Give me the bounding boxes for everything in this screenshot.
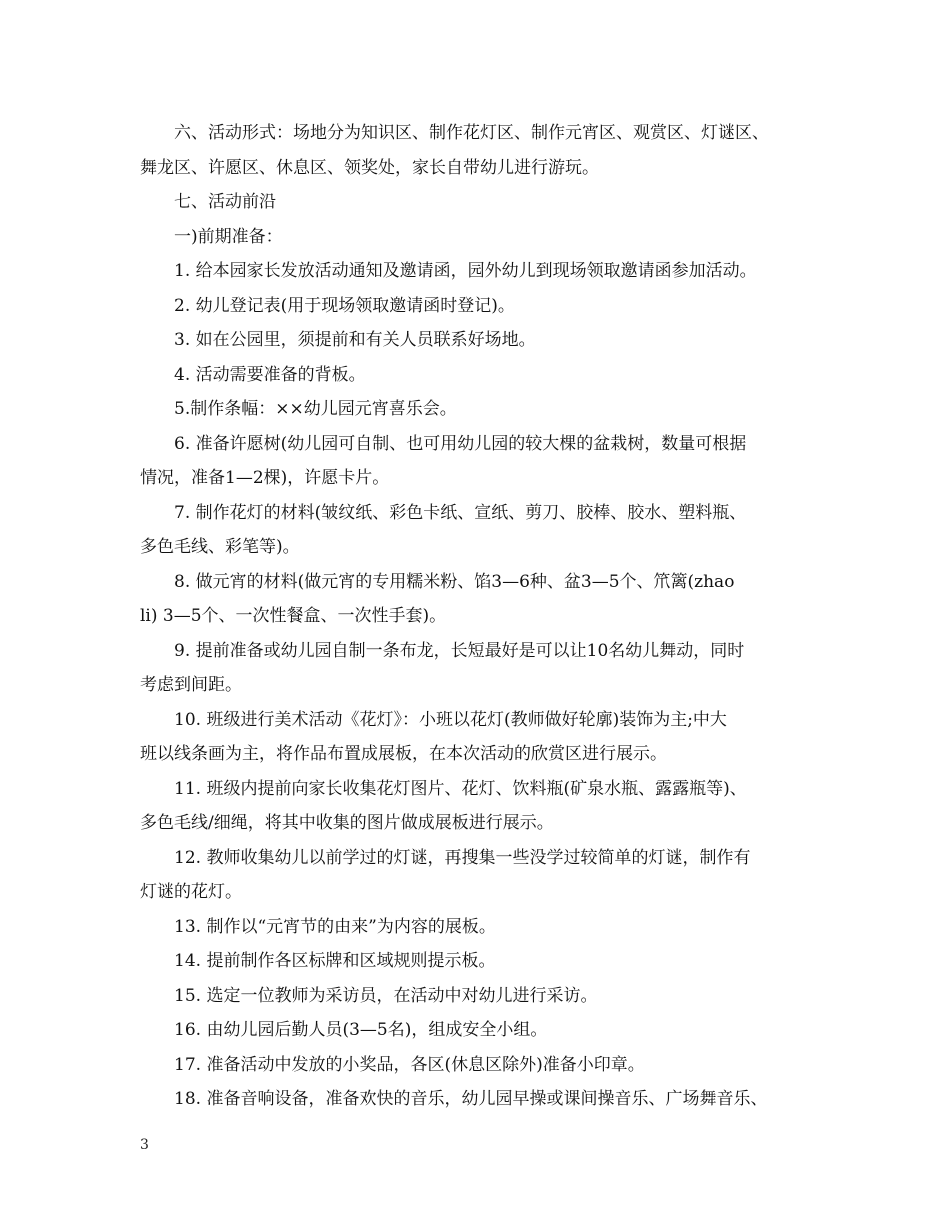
text-line: 13. 制作以“元宵节的由来”为内容的展板。 xyxy=(174,916,496,937)
text-line: 3. 如在公园里，须提前和有关人员联系好场地。 xyxy=(174,330,536,350)
text-line: 情况，准备1—2棵)，许愿卡片。 xyxy=(140,468,390,488)
document-body xyxy=(140,116,830,1117)
text-line: 6. 准备许愿树(幼儿园可自制、也可用幼儿园的较大棵的盆栽树，数量可根据 xyxy=(174,433,747,454)
text-line: 一)前期准备： xyxy=(174,226,283,247)
text-line: 考虑到间距。 xyxy=(140,675,242,695)
text-line: li) 3—5个、一次性餐盒、一次性手套)。 xyxy=(140,606,447,626)
text-line: 8. 做元宵的材料(做元宵的专用糯米粉、馅3—6种、盆3—5个、笊篱(zhao xyxy=(174,571,735,592)
text-line: 12. 教师收集幼儿以前学过的灯谜，再搜集一些没学过较简单的灯谜，制作有 xyxy=(174,847,751,868)
text-line: 4. 活动需要准备的背板。 xyxy=(174,364,366,385)
text-line: 六、活动形式：场地分为知识区、制作花灯区、制作元宵区、观赏区、灯谜区、 xyxy=(174,123,769,143)
page-number: 3 xyxy=(140,1137,149,1153)
text-line: 9. 提前准备或幼儿园自制一条布龙，长短最好是可以让10名幼儿舞动，同时 xyxy=(174,640,745,661)
text-line: 16. 由幼儿园后勤人员(3—5名)，组成安全小组。 xyxy=(174,1020,548,1040)
text-line: 多色毛线/细绳，将其中收集的图片做成展板进行展示。 xyxy=(140,813,554,833)
text-line: 15. 选定一位教师为采访员，在活动中对幼儿进行采访。 xyxy=(174,985,598,1006)
text-line: 17. 准备活动中发放的小奖品，各区(休息区除外)准备小印章。 xyxy=(174,1054,645,1075)
text-line: 灯谜的花灯。 xyxy=(140,882,242,902)
text-line: 5.制作条幅：××幼儿园元宵喜乐会。 xyxy=(174,399,457,419)
text-line: 18. 准备音响设备，准备欢快的音乐，幼儿园早操或课间操音乐、广场舞音乐、 xyxy=(174,1089,768,1109)
text-line: 七、活动前沿 xyxy=(174,192,276,212)
text-line: 班以线条画为主，将作品布置成展板，在本次活动的欣赏区进行展示。 xyxy=(140,744,667,764)
text-line: 舞龙区、许愿区、休息区、领奖处，家长自带幼儿进行游玩。 xyxy=(140,157,599,178)
text-line: 10. 班级进行美术活动《花灯》：小班以花灯(教师做好轮廓)装饰为主;中大 xyxy=(174,709,727,730)
text-line: 2. 幼儿登记表(用于现场领取邀请函时登记)。 xyxy=(174,295,515,316)
text-line: 14. 提前制作各区标牌和区域规则提示板。 xyxy=(174,951,496,971)
text-line: 多色毛线、彩笔等)。 xyxy=(140,537,300,557)
text-line: 1. 给本园家长发放活动通知及邀请函，园外幼儿到现场领取邀请函参加活动。 xyxy=(174,261,757,281)
text-line: 7. 制作花灯的材料(皱纹纸、彩色卡纸、宣纸、剪刀、胶棒、胶水、塑料瓶、 xyxy=(174,502,747,523)
text-line: 11. 班级内提前向家长收集花灯图片、花灯、饮料瓶(矿泉水瓶、露露瓶等)、 xyxy=(174,778,747,799)
